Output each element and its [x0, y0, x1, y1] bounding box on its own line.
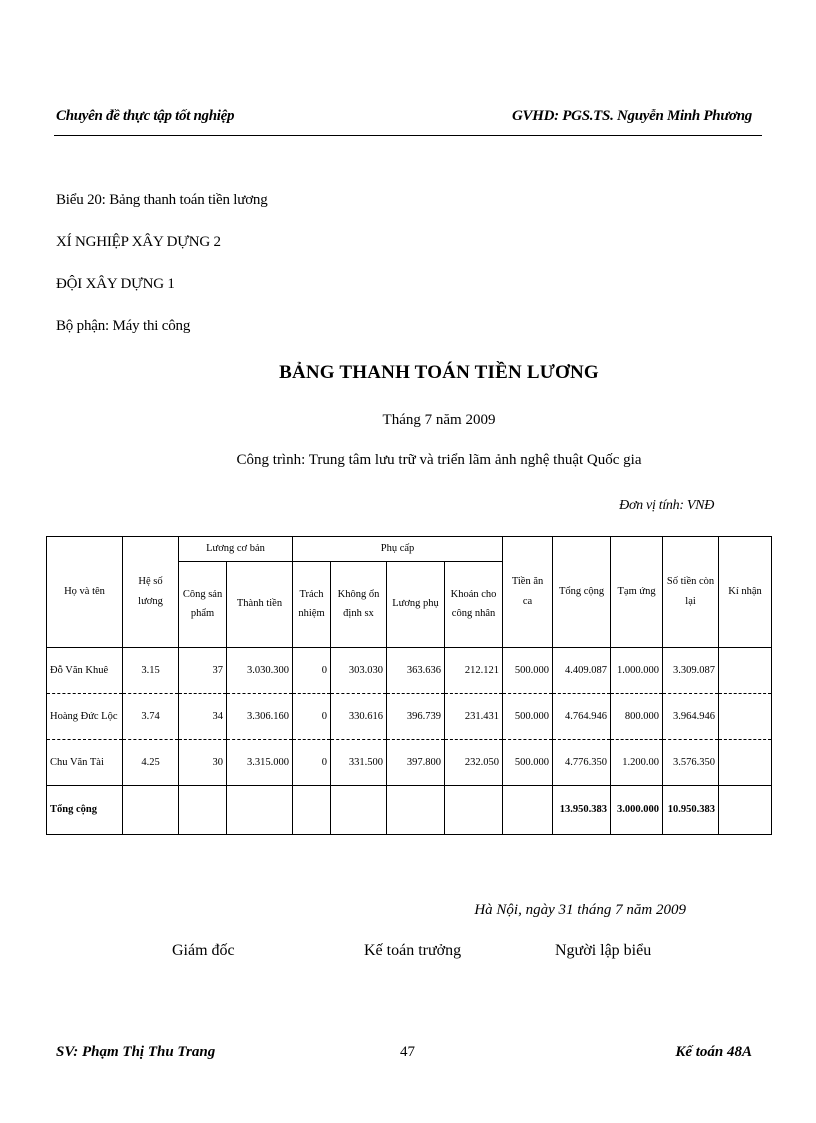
- totals-empty: [387, 785, 445, 834]
- totals-empty: [445, 785, 503, 834]
- signature-director: Giám đốc: [172, 942, 235, 959]
- place-and-date: Hà Nội, ngày 31 tháng 7 năm 2009: [474, 902, 686, 918]
- form-number: Biểu 20: Bảng thanh toán tiền lương: [56, 192, 268, 208]
- totals-empty: [227, 785, 293, 834]
- team-name: ĐỘI XÂY DỰNG 1: [56, 276, 175, 292]
- totals-empty: [503, 785, 553, 834]
- cell-signature: [719, 647, 772, 693]
- signature-preparer: Người lập biểu: [555, 942, 652, 959]
- cell-responsibility: 0: [293, 647, 331, 693]
- cell-product-days: 37: [179, 647, 227, 693]
- col-name: Họ và tên: [47, 537, 123, 648]
- project-name: Công trình: Trung tâm lưu trữ và triển lãm ảnh nghệ thuật Quốc gia: [236, 452, 642, 468]
- cell-worker: 212.121: [445, 647, 503, 693]
- cell-total: 4.409.087: [553, 647, 611, 693]
- header-supervisor: GVHD: PGS.TS. Nguyễn Minh Phương: [512, 108, 752, 124]
- cell-advance: 800.000: [611, 693, 663, 739]
- cell-worker: 231.431: [445, 693, 503, 739]
- footer-student: SV: Phạm Thị Thu Trang: [56, 1044, 216, 1060]
- cell-extra: 363.636: [387, 647, 445, 693]
- enterprise-name: XÍ NGHIỆP XÂY DỰNG 2: [56, 234, 221, 250]
- col-amount: Thành tiền: [227, 561, 293, 647]
- cell-meal: 500.000: [503, 739, 553, 785]
- cell-remaining: 3.964.946: [663, 693, 719, 739]
- department-name: Bộ phận: Máy thi công: [56, 318, 191, 334]
- col-meal: Tiền ăn ca: [503, 537, 553, 648]
- col-extra-salary: Lương phụ: [387, 561, 445, 647]
- header-divider: [54, 135, 762, 136]
- totals-remaining: 10.950.383: [663, 785, 719, 834]
- cell-amount: 3.306.160: [227, 693, 293, 739]
- cell-remaining: 3.309.087: [663, 647, 719, 693]
- cell-signature: [719, 739, 772, 785]
- cell-meal: 500.000: [503, 693, 553, 739]
- cell-extra: 397.800: [387, 739, 445, 785]
- col-total: Tổng cộng: [553, 537, 611, 648]
- totals-total: 13.950.383: [553, 785, 611, 834]
- header-course-title: Chuyên đề thực tập tốt nghiệp: [56, 108, 235, 124]
- cell-amount: 3.315.000: [227, 739, 293, 785]
- col-signature: Kí nhận: [719, 537, 772, 648]
- col-coefficient: Hệ số lương: [123, 537, 179, 648]
- cell-advance: 1.000.000: [611, 647, 663, 693]
- cell-responsibility: 0: [293, 739, 331, 785]
- cell-responsibility: 0: [293, 693, 331, 739]
- totals-empty: [123, 785, 179, 834]
- cell-total: 4.764.946: [553, 693, 611, 739]
- totals-label: Tổng cộng: [47, 785, 123, 834]
- table-row: [47, 647, 772, 693]
- cell-coefficient: 4.25: [123, 739, 179, 785]
- totals-empty: [293, 785, 331, 834]
- cell-name: Hoàng Đức Lộc: [47, 693, 123, 739]
- col-worker-contract: Khoán cho công nhân: [445, 561, 503, 647]
- cell-unstable: 331.500: [331, 739, 387, 785]
- cell-amount: 3.030.300: [227, 647, 293, 693]
- col-remaining: Số tiền còn lại: [663, 537, 719, 648]
- col-group-basic-salary: Lương cơ bản: [179, 537, 293, 562]
- cell-extra: 396.739: [387, 693, 445, 739]
- page-number: 47: [400, 1044, 415, 1060]
- totals-empty: [719, 785, 772, 834]
- table-row: [47, 739, 772, 785]
- cell-name: Đỗ Văn Khuê: [47, 647, 123, 693]
- totals-empty: [331, 785, 387, 834]
- cell-signature: [719, 693, 772, 739]
- cell-unstable: 303.030: [331, 647, 387, 693]
- cell-remaining: 3.576.350: [663, 739, 719, 785]
- cell-unstable: 330.616: [331, 693, 387, 739]
- payroll-table: [46, 536, 772, 835]
- totals-empty: [179, 785, 227, 834]
- header-row-1: [47, 537, 772, 562]
- cell-product-days: 30: [179, 739, 227, 785]
- signature-chief-accountant: Kế toán trưởng: [364, 942, 462, 959]
- col-product-days: Công sản phẩm: [179, 561, 227, 647]
- footer-class: Kế toán 48A: [675, 1044, 752, 1060]
- table-row: [47, 693, 772, 739]
- col-responsibility: Trách nhiệm: [293, 561, 331, 647]
- col-advance: Tạm ứng: [611, 537, 663, 648]
- cell-advance: 1.200.00: [611, 739, 663, 785]
- cell-coefficient: 3.74: [123, 693, 179, 739]
- totals-row: [47, 785, 772, 834]
- cell-total: 4.776.350: [553, 739, 611, 785]
- cell-coefficient: 3.15: [123, 647, 179, 693]
- col-unstable-production: Không ổn định sx: [331, 561, 387, 647]
- cell-worker: 232.050: [445, 739, 503, 785]
- page-title: BẢNG THANH TOÁN TIỀN LƯƠNG: [279, 362, 599, 383]
- col-group-allowance: Phụ cấp: [293, 537, 503, 562]
- cell-product-days: 34: [179, 693, 227, 739]
- cell-name: Chu Văn Tài: [47, 739, 123, 785]
- totals-advance: 3.000.000: [611, 785, 663, 834]
- cell-meal: 500.000: [503, 647, 553, 693]
- report-month: Tháng 7 năm 2009: [382, 412, 496, 428]
- currency-unit: Đơn vị tính: VNĐ: [619, 498, 714, 513]
